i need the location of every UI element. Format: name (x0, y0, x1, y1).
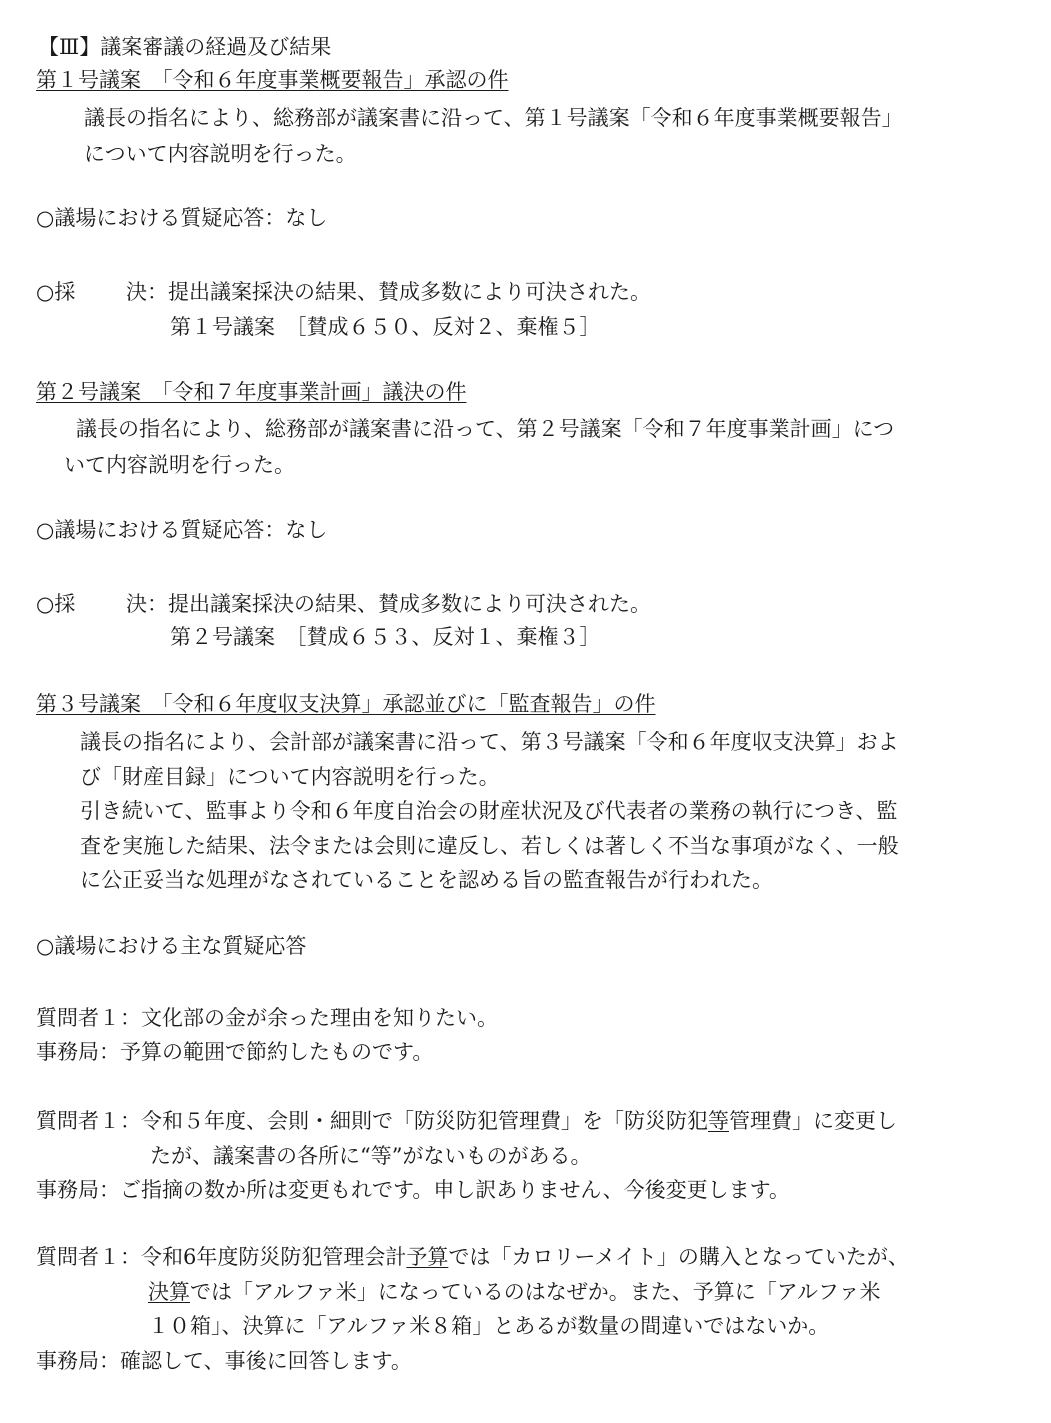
qa3-question-line3: １０箱」、決算に「アルファ米８箱」とあるが数量の間違いではないか。 (148, 1314, 830, 1338)
item3-desc-line2: び「財産目録」について内容説明を行った。 (80, 765, 500, 789)
item3-desc-line3: 引き続いて、監事より令和６年度自治会の財産状況及び代表者の業務の執行につき、監 (80, 799, 898, 823)
qa3-answer: 事務局：確認して、事後に回答します。 (36, 1349, 412, 1373)
qa3-q-underlined: 予算 (406, 1245, 449, 1269)
qa3-q-rest: では「カロリーメイト」の購入となっていたが、 (448, 1245, 909, 1269)
item2-qa: ○議場における質疑応答：なし (36, 518, 328, 542)
qa3-q-text: 質問者１：令和6年度防災防犯管理会計 (36, 1245, 407, 1269)
item2-vote-text: 決：提出議案採決の結果、賛成多数により可決された。 (126, 592, 651, 616)
item2-vote-label: ○採 (36, 592, 76, 616)
item1-vote-label: ○採 (36, 280, 76, 304)
qa2-question-line1 (36, 1107, 897, 1135)
qa3-question-line1 (36, 1243, 909, 1271)
item2-title: 第２号議案 「令和７年度事業計画」議決の件 (36, 380, 467, 404)
item3-title: 第３号議案 「令和６年度収支決算」承認並びに「監査報告」の件 (36, 692, 656, 716)
item3-desc-line1: 議長の指名により、会計部が議案書に沿って、第３号議案「令和６年度収支決算」およ (80, 730, 899, 754)
qa2-question-line2: たが、議案書の各所に“等”がないものがある。 (150, 1144, 592, 1168)
item1-desc-line2: について内容説明を行った。 (84, 142, 357, 166)
item1-vote-text: 決：提出議案採決の結果、賛成多数により可決された。 (126, 280, 651, 304)
qa3-question-line2 (148, 1278, 880, 1306)
qa2-q-rest: 管理費」に変更し (729, 1109, 897, 1133)
item3-qa-heading: ○議場における主な質疑応答 (36, 934, 307, 958)
item1-desc-line1: 議長の指名により、総務部が議案書に沿って、第１号議案「令和６年度事業概要報告」 (84, 106, 903, 130)
item2-desc-line2: いて内容説明を行った。 (64, 453, 295, 477)
qa3-q2-rest: では「アルファ米」になっているのはなぜか。また、予算に「アルファ米 (190, 1280, 881, 1304)
item2-vote-result: 第２号議案 ［賛成６５３、反対１、棄権３］ (170, 625, 601, 649)
qa1-question: 質問者１：文化部の金が余った理由を知りたい。 (36, 1006, 498, 1030)
item1-qa: ○議場における質疑応答：なし (36, 206, 328, 230)
item2-desc-line1: 議長の指名により、総務部が議案書に沿って、第２号議案「令和７年度事業計画」につ (76, 417, 895, 441)
qa2-q-text: 質問者１：令和５年度、会則・細則で「防災防犯管理費」を「防災防犯 (36, 1109, 708, 1133)
qa2-answer: 事務局：ご指摘の数か所は変更もれです。申し訳ありません、今後変更します。 (36, 1178, 790, 1202)
item1-title: 第１号議案 「令和６年度事業概要報告」承認の件 (36, 68, 509, 92)
item1-vote-result: 第１号議案 ［賛成６５０、反対２、棄権５］ (170, 315, 601, 339)
qa3-q2-underlined: 決算 (148, 1280, 190, 1304)
item3-desc-line4: 査を実施した結果、法令または会則に違反し、若しくは著しく不当な事項がなく、一般 (80, 834, 899, 858)
qa1-answer: 事務局：予算の範囲で節約したものです。 (36, 1040, 434, 1064)
section-heading: 【Ⅲ】議案審議の経過及び結果 (38, 35, 332, 59)
qa2-q-underlined: 等 (708, 1109, 729, 1133)
item3-desc-line5: に公正妥当な処理がなされていることを認める旨の監査報告が行われた。 (80, 868, 773, 892)
